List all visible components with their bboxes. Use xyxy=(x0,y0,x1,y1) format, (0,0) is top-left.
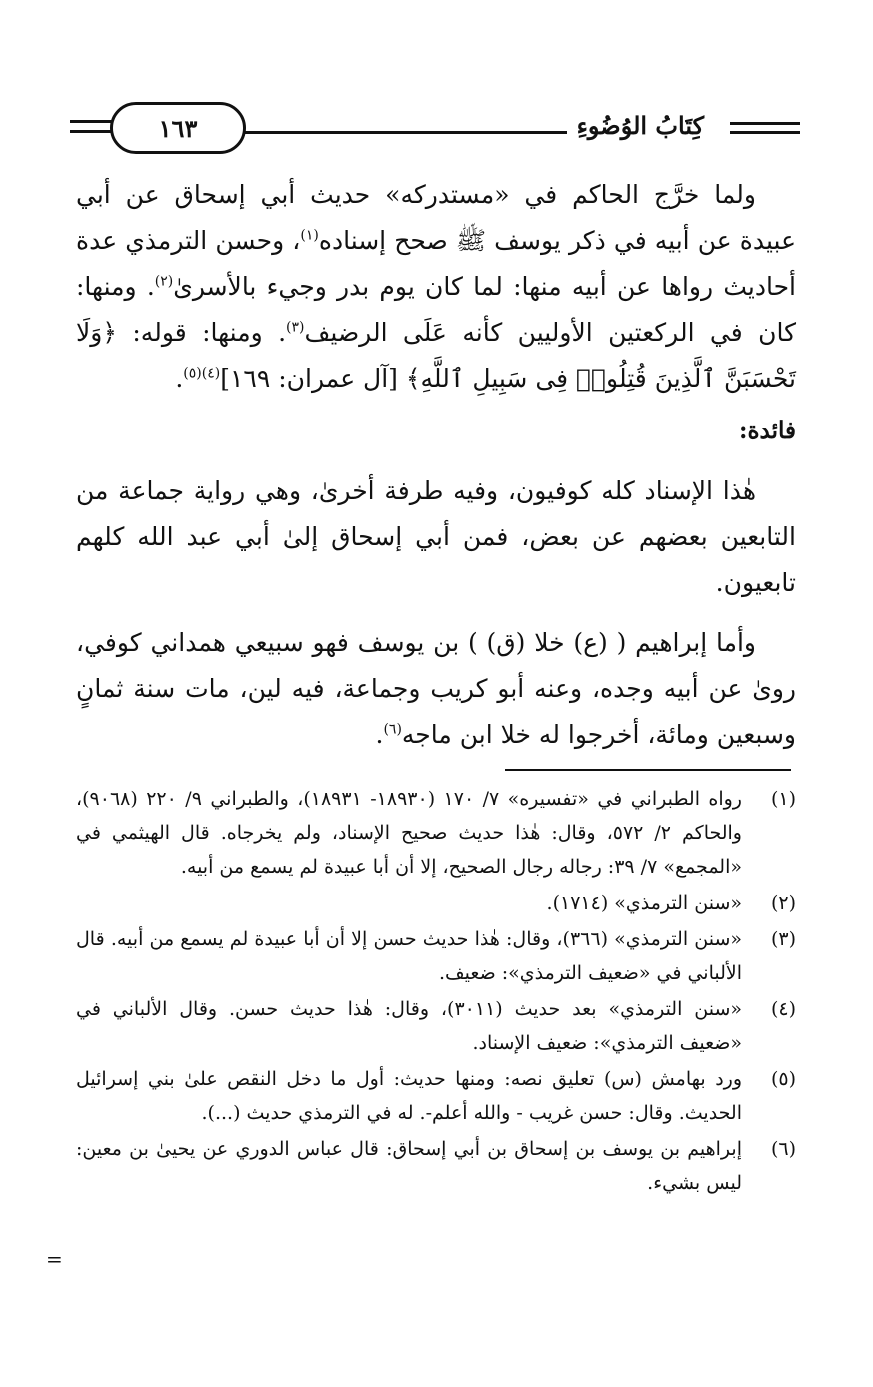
page-number: ١٦٣ xyxy=(110,102,246,154)
paragraph-1 xyxy=(76,172,796,402)
paragraph-2: هٰذا الإسناد كله كوفيون، وفيه طرفة أخرىٰ، وهي رواية جماعة من التابعين بعضهم عن بعض، فمن أبي إسحاق إلىٰ أبي عبد الله كلهم تابعيون. xyxy=(76,476,796,597)
footnote xyxy=(76,1062,796,1130)
paragraph-3-text: وأما إبراهيم ( (ع) خلا (ق) ) بن يوسف فهو سبيعي همداني كوفي، روىٰ عن أبيه وجده، وعنه أبو كريب وجماعة، فيه لين، مات سنة ثمانٍ وسبعين ومائة، أخرجوا له خلا ابن ماجه xyxy=(76,628,796,749)
footnote-ref-6: (٦) xyxy=(383,721,402,738)
footnotes xyxy=(76,782,796,1202)
book-title: كِتَابُ الوُضُوءِ xyxy=(567,108,714,144)
section-heading: فائدة: xyxy=(738,417,796,444)
footnote-number: (٦) xyxy=(770,1138,796,1160)
paragraph-1-text-c: . ومنها: كان في الركعتين الأوليين كأنه عَلَى الرضيف xyxy=(76,272,797,347)
footnote-number: (٣) xyxy=(770,928,796,950)
footnote xyxy=(76,992,796,1060)
margin-mark: = xyxy=(46,1247,63,1271)
header-rule-right-bottom xyxy=(730,131,800,134)
footnote-text: «سنن الترمذي» (٣٦٦)، وقال: هٰذا حديث حسن إلا أن أبا عبيدة لم يسمع من أبيه. قال الألباني في «ضعيف الترمذي»: ضعيف. xyxy=(76,928,742,984)
header-rule-right-top xyxy=(730,122,800,125)
footnote-text: «سنن الترمذي» (١٧١٤). xyxy=(546,892,742,914)
paragraph-1-text-b: ، وحسن الترمذي عدة أحاديث رواها عن أبيه منها: لما كان يوم بدر وجيء بالأسرىٰ xyxy=(76,226,796,301)
footnote-number: (٤) xyxy=(770,998,796,1020)
footnote-ref-2: (٢) xyxy=(154,273,174,290)
footnote-text: «سنن الترمذي» بعد حديث (٣٠١١)، وقال: هٰذا حديث حسن. وقال الألباني في «ضعيف الترمذي»: ضعيف الإسناد. xyxy=(76,998,742,1054)
paragraph-3 xyxy=(76,620,796,758)
main-text xyxy=(76,172,796,758)
footnote-ref-3: (٣) xyxy=(286,319,305,336)
footnote-text: رواه الطبراني في «تفسيره» ٧/ ١٧٠ (١٨٩٣٠- ١٨٩٣١)، والطبراني ٩/ ٢٢٠ (٩٠٦٨)، والحاكم ٢/ ٥٧٢، وقال: هٰذا حديث صحيح الإسناد، ولم يخرجاه. قال الهيثمي في «المجمع» ٧/ ٣٩: رجاله رجال الصحيح، إلا أن أبا عبيدة لم يسمع من أبيه. xyxy=(76,788,742,878)
footnote xyxy=(76,922,796,990)
footnote-ref-1: (١) xyxy=(300,227,319,244)
footnote-text: ورد بهامش (س) تعليق نصه: ومنها حديث: أول ما دخل النقص علىٰ بني إسرائيل الحديث. وقال: حسن غريب - والله أعلم-. له في الترمذي حديث (...). xyxy=(76,1068,742,1124)
footnote xyxy=(76,1132,796,1200)
page-header xyxy=(70,98,800,158)
footnote-separator xyxy=(505,769,791,771)
footnote-number: (٢) xyxy=(770,892,796,914)
paragraph-1-text-a: ولما خرَّج الحاكم في «مستدركه» حديث أبي إسحاق عن أبي عبيدة عن أبيه في ذكر يوسف ﷺ صحح إسناده xyxy=(76,180,797,255)
footnote-number: (٥) xyxy=(770,1068,796,1090)
footnote xyxy=(76,782,796,884)
footnote-ref-4-5: (٤)(٥) xyxy=(183,365,221,382)
footnote xyxy=(76,886,796,920)
footnote-text: إبراهيم بن يوسف بن إسحاق بن أبي إسحاق: قال عباس الدوري عن يحيىٰ بن معين: ليس بشيء. xyxy=(76,1138,742,1194)
paragraph-1-text-e: . xyxy=(175,364,184,393)
paragraph-3-end: . xyxy=(375,720,384,749)
paragraph-1-text-d: . ومنها: قوله: ﴿وَلَا تَحْسَبَنَّ ٱلَّذِينَ قُتِلُوا۟ فِى سَبِيلِ ٱللَّهِ﴾ [آل عمران: ١٦٩] xyxy=(76,318,796,393)
footnote-number: (١) xyxy=(770,788,796,810)
